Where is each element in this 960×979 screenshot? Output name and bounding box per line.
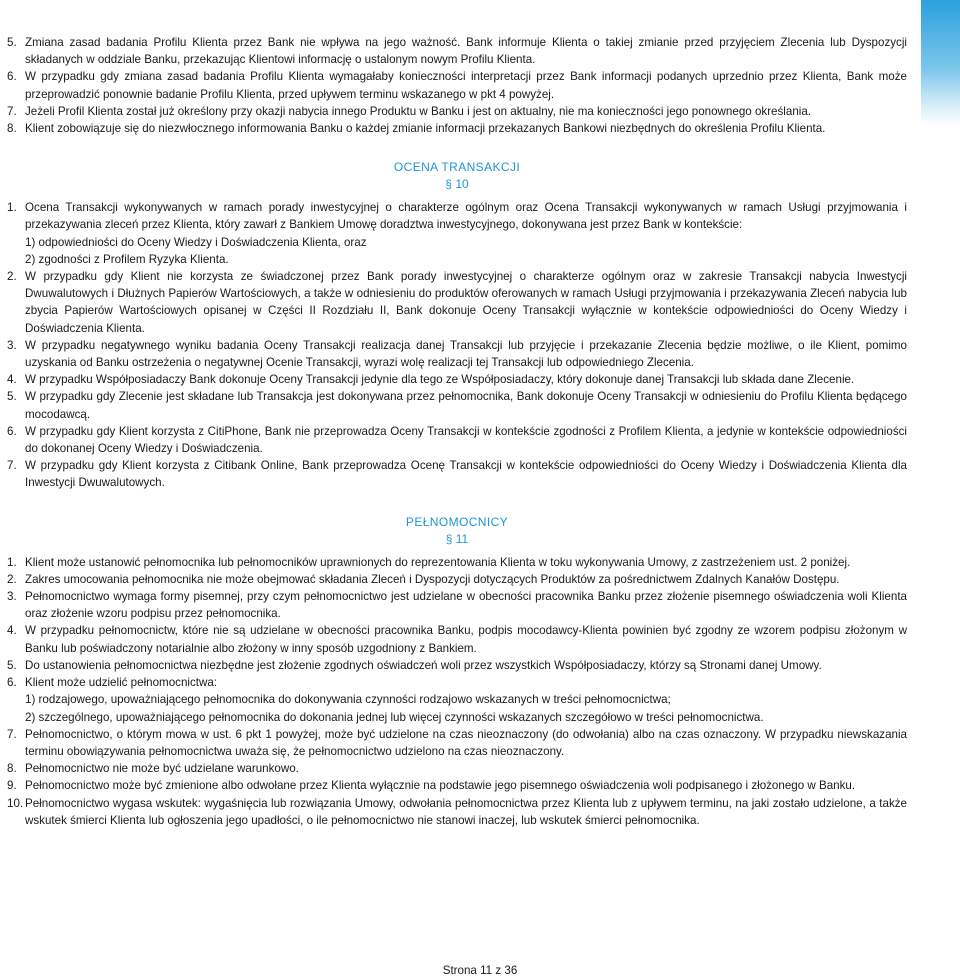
list-item: 1. Klient może ustanowić pełnomocnika lub pełnomocników uprawnionych do reprezentowania Klienta w toku wykonywania Umowy, z zastrzeżeniem ust. 2 poniżej. [7, 555, 851, 569]
sub-item: 2) szczególnego, upoważniającego pełnomocnika do dokonania jednej lub więcej czynności wskazanych szczegółowo w treści pełnomocnictwa. [25, 710, 764, 724]
list-item: 1. Ocena Transakcji wykonywanych w ramach porady inwestycyjnej o charakterze ogólnym oraz Ocena Transakcji wykonywanych w ramach Usługi przyjmowania i przekazywania zleceń przez Klienta, który zawarł z Bankiem Umowę doradztwa inwestycyjnego, dokonywana jest przez Bank w kontekście: 1) odpowiedniości do Oceny Wiedzy i Doświadczenia Klienta, oraz 2) zgodności z Profilem Ryzyka Klienta. [7, 199, 907, 268]
section-title-ocena-transakcji: OCENA TRANSAKCJI [393, 160, 521, 175]
list-item: 6. W przypadku gdy Klient korzysta z CitiPhone, Bank nie przeprowadza Oceny Transakcji w kontekście zgodności z Profilem Klienta, a jedynie w kontekście odpowiedniości do dokonanej Oceny Wiedzy i Doświadczenia. [7, 424, 907, 456]
profile-list [7, 34, 907, 137]
paragraph-number: § 10 [445, 177, 469, 192]
list-item: 4. W przypadku Współposiadaczy Bank dokonuje Oceny Transakcji jedynie dla tego ze Współposiadaczy, który dokonuje danej Transakcji lub składa dane Zlecenie. [7, 373, 855, 387]
list-item: 8. Pełnomocnictwo nie może być udzielane warunkowo. [7, 762, 299, 776]
list-item: 8. Klient zobowiązuje się do niezwłocznego informowania Banku o każdej zmianie informacji przekazanych Bankowi niezbędnych do określenia Profilu Klienta. [7, 122, 826, 136]
list-item: 9. Pełnomocnictwo może być zmienione albo odwołane przez Klienta wyłącznie na podstawie jego pisemnego oświadczenia woli podpisanego i złożonego w Banku. [7, 779, 856, 793]
accent-bar [921, 0, 960, 125]
list-item: 5. W przypadku gdy Zlecenie jest składane lub Transakcja jest dokonywana przez pełnomocnika, Bank dokonuje Oceny Transakcji w odniesieniu do Profilu Klienta będącego mocodawcą. [7, 390, 907, 421]
attorney-list [7, 554, 907, 829]
list-item: 7. Pełnomocnictwo, o którym mowa w ust. 6 pkt 1 powyżej, może być udzielone na czas nieoznaczony (do odwołania) albo na czas oznaczony. W przypadku niewskazania terminu obowiązywania pełnomocnictwa uważa się, że pełnomocnictwo udzielono na czas nieoznaczony. [7, 727, 907, 758]
list-item: 3. Pełnomocnictwo wymaga formy pisemnej, przy czym pełnomocnictwo jest udzielane w obecności pracownika Banku przez złożenie pisemnego oświadczenia woli Klienta oraz złożenie wzoru podpisu przez pełnomocnika. [7, 590, 907, 621]
page-number: Strona 11 z 36 [442, 964, 518, 977]
list-item: 7. Jeżeli Profil Klienta został już określony przy okazji nabycia innego Produktu w Banku i jest on aktualny, nie ma konieczności jego ponownego określania. [7, 104, 812, 118]
list-item: 3. W przypadku negatywnego wyniku badania Oceny Transakcji realizacja danej Transakcji lub przyjęcie i przekazanie Zlecenia będzie możliwe, o ile Klient, pomimo uzyskania od Banku ostrzeżenia o negatywnej Ocenie Transakcji, wyrazi wolę realizacji tej Transakcji lub odpowiedniego Zlecenia. [7, 338, 907, 370]
transaction-list [7, 199, 907, 491]
sub-item: 2) zgodności z Profilem Ryzyka Klienta. [25, 252, 229, 266]
section-title-pelnomocnicy: PEŁNOMOCNICY [405, 514, 509, 529]
sub-item: 1) odpowiedniości do Oceny Wiedzy i Doświadczenia Klienta, oraz [25, 235, 367, 249]
list-item: 7. W przypadku gdy Klient korzysta z Citibank Online, Bank przeprowadza Ocenę Transakcji w kontekście odpowiedniości do Oceny Wiedzy i Doświadczenia Klienta dla Inwestycji Dwuwalutowych. [7, 459, 907, 490]
list-item: 4. W przypadku pełnomocnictw, które nie są udzielane w obecności pracownika Banku, podpis mocodawcy-Klienta powinien być zgodny ze wzorem podpisu złożonym w Banku lub poświadczony notarialnie albo złożony w inny sposób uzgodniony z Bankiem. [7, 624, 907, 655]
list-item: 2. Zakres umocowania pełnomocnika nie może obejmować składania Zleceń i Dyspozycji dotyczących Produktów za pośrednictwem Zdalnych Kanałów Dostępu. [7, 572, 840, 586]
document-body [7, 34, 907, 829]
list-item: 10. Pełnomocnictwo wygasa wskutek: wygaśnięcia lub rozwiązania Umowy, odwołania pełnomocnictwa przez Klienta lub z upływem terminu, na jaki zostało udzielone, a także wskutek śmierci Klienta lub ogłoszenia jego upadłości, o ile pełnomocnictwo nie stanowi inaczej, lub wskutek śmierci pełnomocnika. [7, 796, 907, 827]
list-item: 5. Zmiana zasad badania Profilu Klienta przez Bank nie wpływa na jego ważność. Bank informuje Klienta o takiej zmianie przed przyjęciem Zlecenia lub Dyspozycji składanych w oddziale Banku, przekazując Klientowi informację o ustalonym nowym Profilu Klienta. [7, 36, 907, 67]
list-item: 6. Klient może udzielić pełnomocnictwa: 1) rodzajowego, upoważniającego pełnomocnika do dokonywania czynności rodzajowo wskazanych w treści pełnomocnictwa; 2) szczególnego, upoważniającego pełnomocnika do dokonania jednej lub więcej czynności wskazanych szczegółowo w treści pełnomocnictwa. [7, 674, 907, 726]
list-item: 2. W przypadku gdy Klient nie korzysta ze świadczonej przez Bank porady inwestycyjnej o charakterze ogólnym oraz w zakresie Transakcji nabycia Inwestycji Dwuwalutowych i Dłużnych Papierów Wartościowych, a także w odniesieniu do produktów oferowanych w ramach Usługi przyjmowania i przekazywania Zleceń nabycia lub zbycia Papierów Wartościowych opisanej w Części II Rozdziału II, Bank dokonuje Oceny Transakcji wyłącznie w kontekście odpowiedniości do Oceny Wiedzy i Doświadczenia Klienta. [7, 270, 907, 335]
sub-item: 1) rodzajowego, upoważniającego pełnomocnika do dokonywania czynności rodzajowo wskazanych w treści pełnomocnictwa; [25, 693, 671, 707]
list-item: 6. W przypadku gdy zmiana zasad badania Profilu Klienta wymagałaby konieczności interpretacji przez Bank informacji podanych uprzednio przez Klienta, Bank może przeprowadzić ponownie badanie Profilu Klienta, przed upływem terminu wskazanego w pkt 4 powyżej. [7, 70, 907, 101]
list-item: 5. Do ustanowienia pełnomocnictwa niezbędne jest złożenie zgodnych oświadczeń woli przez wszystkich Współposiadaczy, którzy są Stronami danej Umowy. [7, 658, 822, 672]
paragraph-number: § 11 [445, 531, 469, 546]
